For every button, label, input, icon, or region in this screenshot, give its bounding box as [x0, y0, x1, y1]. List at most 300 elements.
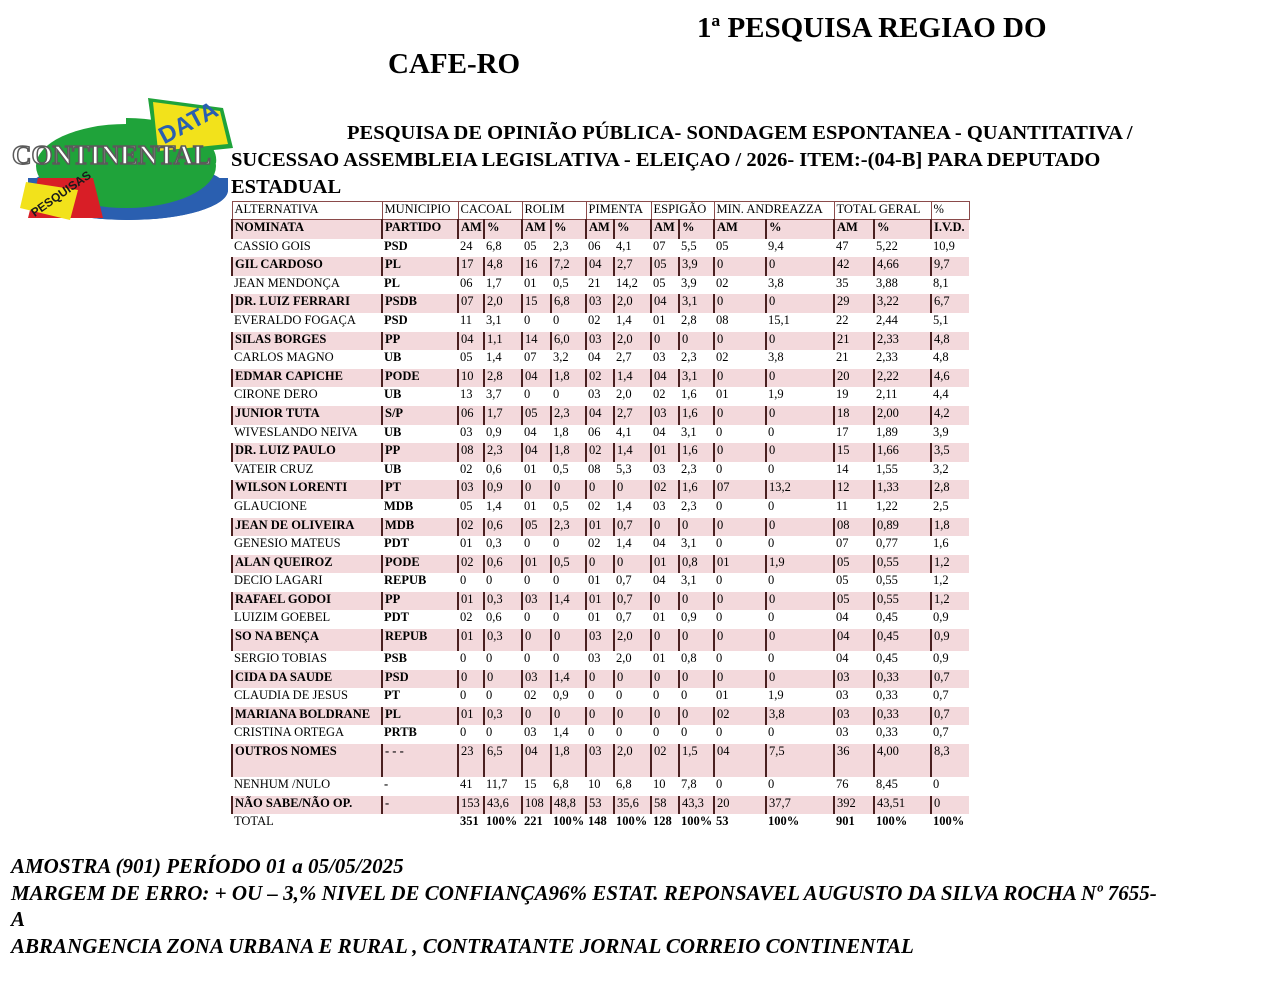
value-cell: 6,8 — [551, 777, 586, 796]
footer-margin: MARGEM DE ERRO: + OU – 3,% NIVEL DE CONFIANÇA96% ESTAT. REPONSAVEL AUGUSTO DA SILVA ROCHA Nº 7655- — [11, 880, 1157, 905]
value-cell: 02 — [714, 707, 766, 726]
value-cell: 0 — [714, 651, 766, 670]
party-cell: UB — [382, 387, 458, 406]
total-cell: 100% — [766, 814, 834, 833]
table-row — [232, 425, 969, 444]
value-cell: 02 — [586, 369, 614, 388]
candidate-name: JEAN DE OLIVEIRA — [232, 518, 382, 537]
value-cell: 0 — [714, 462, 766, 481]
value-cell: 05 — [714, 239, 766, 258]
value-cell: 05 — [834, 555, 874, 574]
value-cell: 0 — [714, 725, 766, 744]
total-cell: 901 — [834, 814, 874, 833]
value-cell: 0 — [586, 670, 614, 689]
value-cell: 0 — [484, 725, 522, 744]
value-cell: 0 — [766, 777, 834, 796]
value-cell: 0 — [522, 387, 551, 406]
value-cell: 04 — [651, 573, 679, 592]
value-cell: 0 — [679, 332, 714, 351]
table-row — [232, 406, 969, 425]
value-cell: 0 — [714, 443, 766, 462]
value-cell: 0,5 — [551, 499, 586, 518]
table-row — [232, 725, 969, 744]
value-cell: 03 — [586, 387, 614, 406]
value-cell: 5,3 — [614, 462, 651, 481]
candidate-name: WILSON LORENTI — [232, 480, 382, 499]
value-cell: 1,8 — [551, 744, 586, 777]
value-cell: 0 — [714, 777, 766, 796]
value-cell: 48,8 — [551, 796, 586, 815]
candidate-name: WIVESLANDO NEIVA — [232, 425, 382, 444]
table-row — [232, 592, 969, 611]
table-row — [232, 350, 969, 369]
value-cell: 0 — [651, 629, 679, 651]
value-cell: 04 — [834, 610, 874, 629]
column-subheader: % — [614, 220, 651, 239]
value-cell: 0,3 — [484, 536, 522, 555]
table-header-row — [232, 202, 969, 220]
value-cell: 5,5 — [679, 239, 714, 258]
value-cell: 0 — [614, 480, 651, 499]
value-cell: 6,8 — [551, 294, 586, 313]
value-cell: 3,9 — [679, 276, 714, 295]
value-cell: 01 — [651, 313, 679, 332]
value-cell: 1,89 — [874, 425, 931, 444]
column-subheader: % — [874, 220, 931, 239]
value-cell: 0,5 — [551, 555, 586, 574]
value-cell: 8,45 — [874, 777, 931, 796]
value-cell: 0 — [766, 369, 834, 388]
value-cell: 0,55 — [874, 555, 931, 574]
column-header: ROLIM — [522, 202, 586, 220]
value-cell: 20 — [714, 796, 766, 815]
candidate-name: LUIZIM GOEBEL — [232, 610, 382, 629]
value-cell: 0,8 — [679, 651, 714, 670]
value-cell: 03 — [651, 462, 679, 481]
value-cell: 0 — [766, 651, 834, 670]
total-cell: 100% — [931, 814, 969, 833]
value-cell: 02 — [586, 313, 614, 332]
value-cell: 0 — [766, 629, 834, 651]
value-cell: 13 — [458, 387, 484, 406]
value-cell: 0 — [714, 499, 766, 518]
value-cell: 0 — [551, 387, 586, 406]
value-cell: 3,88 — [874, 276, 931, 295]
value-cell: 1,6 — [679, 443, 714, 462]
value-cell: 2,5 — [931, 499, 969, 518]
value-cell: 3,1 — [679, 536, 714, 555]
value-cell: 14 — [522, 332, 551, 351]
total-cell: 100% — [551, 814, 586, 833]
party-cell: PP — [382, 332, 458, 351]
value-cell: 1,8 — [551, 425, 586, 444]
value-cell: 03 — [522, 592, 551, 611]
value-cell: 43,3 — [679, 796, 714, 815]
value-cell: 02 — [458, 610, 484, 629]
logo-data-text: DATA — [154, 96, 223, 150]
value-cell: 3,22 — [874, 294, 931, 313]
value-cell: 0,45 — [874, 651, 931, 670]
value-cell: 19 — [834, 387, 874, 406]
value-cell: 1,9 — [766, 387, 834, 406]
party-cell: PP — [382, 443, 458, 462]
value-cell: 02 — [586, 499, 614, 518]
candidate-name: CRISTINA ORTEGA — [232, 725, 382, 744]
value-cell: 10 — [586, 777, 614, 796]
value-cell: 0,7 — [931, 707, 969, 726]
party-cell: PODE — [382, 555, 458, 574]
value-cell: 1,4 — [551, 670, 586, 689]
table-row — [232, 276, 969, 295]
value-cell: 1,4 — [551, 592, 586, 611]
value-cell: 04 — [522, 425, 551, 444]
methodology-footer — [11, 853, 1157, 959]
value-cell: 0,3 — [484, 629, 522, 651]
value-cell: 0 — [522, 313, 551, 332]
value-cell: 0 — [586, 555, 614, 574]
value-cell: 14,2 — [614, 276, 651, 295]
total-cell: 100% — [874, 814, 931, 833]
candidate-name: SO NA BENÇA — [232, 629, 382, 651]
value-cell: 2,3 — [679, 462, 714, 481]
value-cell: 0,6 — [484, 518, 522, 537]
column-subheader: I.V.D. — [931, 220, 969, 239]
value-cell: 0 — [714, 425, 766, 444]
party-cell: PSB — [382, 651, 458, 670]
value-cell: 1,8 — [551, 443, 586, 462]
value-cell: 4,8 — [931, 332, 969, 351]
value-cell: 2,3 — [551, 406, 586, 425]
value-cell: 2,7 — [614, 350, 651, 369]
value-cell: 0,9 — [484, 480, 522, 499]
value-cell: 0 — [586, 688, 614, 707]
value-cell: 0,33 — [874, 707, 931, 726]
value-cell: 4,00 — [874, 744, 931, 777]
value-cell: 03 — [834, 725, 874, 744]
value-cell: 18 — [834, 406, 874, 425]
party-cell: PDT — [382, 536, 458, 555]
value-cell: 0,55 — [874, 592, 931, 611]
value-cell: 8,3 — [931, 744, 969, 777]
value-cell: 1,4 — [484, 350, 522, 369]
candidate-name: GLAUCIONE — [232, 499, 382, 518]
candidate-name: ALAN QUEIROZ — [232, 555, 382, 574]
column-header: MIN. ANDREAZZA — [714, 202, 834, 220]
value-cell: 0 — [679, 707, 714, 726]
total-cell: 221 — [522, 814, 551, 833]
value-cell: 11,7 — [484, 777, 522, 796]
value-cell: 05 — [522, 239, 551, 258]
table-row — [232, 777, 969, 796]
value-cell: 01 — [651, 651, 679, 670]
value-cell: 1,33 — [874, 480, 931, 499]
table-row — [232, 610, 969, 629]
value-cell: 04 — [522, 369, 551, 388]
value-cell: 2,0 — [614, 387, 651, 406]
value-cell: 0,7 — [614, 610, 651, 629]
value-cell: 02 — [714, 276, 766, 295]
total-cell: TOTAL — [232, 814, 382, 833]
party-cell: REPUB — [382, 629, 458, 651]
value-cell: 01 — [586, 573, 614, 592]
value-cell: 01 — [522, 499, 551, 518]
value-cell: 0,45 — [874, 629, 931, 651]
table-row — [232, 313, 969, 332]
column-subheader: NOMINATA — [232, 220, 382, 239]
title-line-2: CAFE-RO — [388, 48, 521, 80]
value-cell: 10 — [651, 777, 679, 796]
value-cell: 17 — [458, 257, 484, 276]
value-cell: 43,51 — [874, 796, 931, 815]
value-cell: 7,5 — [766, 744, 834, 777]
value-cell: 05 — [458, 350, 484, 369]
value-cell: 0,55 — [874, 573, 931, 592]
value-cell: 3,2 — [931, 462, 969, 481]
value-cell: 0 — [766, 592, 834, 611]
value-cell: 04 — [586, 406, 614, 425]
value-cell: 2,0 — [614, 332, 651, 351]
value-cell: 03 — [586, 629, 614, 651]
value-cell: 17 — [834, 425, 874, 444]
value-cell: 6,5 — [484, 744, 522, 777]
value-cell: 0 — [766, 610, 834, 629]
logo-continental-text: CONTINENTAL — [12, 140, 212, 170]
value-cell: 01 — [458, 536, 484, 555]
value-cell: 3,2 — [551, 350, 586, 369]
value-cell: 0 — [522, 536, 551, 555]
subtitle-line-3: ESTADUAL — [231, 176, 342, 198]
value-cell: 2,7 — [614, 257, 651, 276]
value-cell: 1,8 — [551, 369, 586, 388]
value-cell: 04 — [651, 425, 679, 444]
value-cell: 0 — [766, 425, 834, 444]
value-cell: 03 — [651, 406, 679, 425]
value-cell: 3,1 — [679, 425, 714, 444]
value-cell: 02 — [586, 536, 614, 555]
value-cell: 12 — [834, 480, 874, 499]
value-cell: 3,9 — [679, 257, 714, 276]
column-subheader: AM — [834, 220, 874, 239]
value-cell: 7,8 — [679, 777, 714, 796]
value-cell: 0 — [714, 518, 766, 537]
value-cell: 6,8 — [614, 777, 651, 796]
candidate-name: EVERALDO FOGAÇA — [232, 313, 382, 332]
value-cell: 8,1 — [931, 276, 969, 295]
value-cell: 0 — [586, 480, 614, 499]
value-cell: 1,4 — [614, 369, 651, 388]
value-cell: 0 — [458, 651, 484, 670]
value-cell: 21 — [586, 276, 614, 295]
value-cell: 0 — [458, 725, 484, 744]
value-cell: 04 — [714, 744, 766, 777]
value-cell: 06 — [458, 276, 484, 295]
value-cell: 0 — [458, 670, 484, 689]
value-cell: 0 — [614, 555, 651, 574]
table-row — [232, 443, 969, 462]
value-cell: 0 — [484, 651, 522, 670]
candidate-name: DECIO LAGARI — [232, 573, 382, 592]
value-cell: 0 — [766, 462, 834, 481]
value-cell: 0 — [614, 725, 651, 744]
value-cell: 1,4 — [614, 443, 651, 462]
value-cell: 01 — [651, 610, 679, 629]
candidate-name: EDMAR CAPICHE — [232, 369, 382, 388]
column-subheader: AM — [651, 220, 679, 239]
value-cell: 2,33 — [874, 332, 931, 351]
party-cell: PL — [382, 257, 458, 276]
table-row — [232, 707, 969, 726]
party-cell: UB — [382, 425, 458, 444]
value-cell: 2,3 — [679, 350, 714, 369]
value-cell: 43,6 — [484, 796, 522, 815]
value-cell: 1,4 — [484, 499, 522, 518]
value-cell: 9,4 — [766, 239, 834, 258]
value-cell: 0 — [614, 670, 651, 689]
value-cell: 0,5 — [551, 462, 586, 481]
candidate-name: OUTROS NOMES — [232, 744, 382, 777]
table-row — [232, 257, 969, 276]
value-cell: 1,1 — [484, 332, 522, 351]
value-cell: 0,6 — [484, 462, 522, 481]
candidate-name: NENHUM /NULO — [232, 777, 382, 796]
value-cell: 1,6 — [679, 387, 714, 406]
value-cell: 03 — [586, 294, 614, 313]
total-cell: 148 — [586, 814, 614, 833]
column-header: ESPIGÃO — [651, 202, 714, 220]
value-cell: 42 — [834, 257, 874, 276]
value-cell: 392 — [834, 796, 874, 815]
value-cell: 3,1 — [484, 313, 522, 332]
value-cell: 0,89 — [874, 518, 931, 537]
table-row — [232, 369, 969, 388]
column-header: CACOAL — [458, 202, 522, 220]
value-cell: 14 — [834, 462, 874, 481]
value-cell: 3,7 — [484, 387, 522, 406]
value-cell: 1,6 — [931, 536, 969, 555]
table-row — [232, 796, 969, 815]
value-cell: 20 — [834, 369, 874, 388]
value-cell: 1,7 — [484, 276, 522, 295]
value-cell: 23 — [458, 744, 484, 777]
candidate-name: SERGIO TOBIAS — [232, 651, 382, 670]
value-cell: 05 — [651, 257, 679, 276]
value-cell: 11 — [458, 313, 484, 332]
column-subheader: % — [679, 220, 714, 239]
value-cell: 0,77 — [874, 536, 931, 555]
value-cell: 03 — [522, 725, 551, 744]
value-cell: 01 — [714, 688, 766, 707]
value-cell: 0 — [931, 777, 969, 796]
value-cell: 108 — [522, 796, 551, 815]
table-row — [232, 573, 969, 592]
value-cell: 03 — [458, 480, 484, 499]
party-cell: MDB — [382, 518, 458, 537]
value-cell: 0 — [551, 707, 586, 726]
value-cell: 1,8 — [931, 518, 969, 537]
value-cell: 2,11 — [874, 387, 931, 406]
value-cell: 08 — [586, 462, 614, 481]
value-cell: 1,4 — [614, 313, 651, 332]
value-cell: 1,4 — [614, 536, 651, 555]
value-cell: 0 — [714, 610, 766, 629]
value-cell: 2,3 — [551, 239, 586, 258]
column-header: PIMENTA — [586, 202, 651, 220]
value-cell: 0 — [651, 670, 679, 689]
candidate-name: JEAN MENDONÇA — [232, 276, 382, 295]
value-cell: 0 — [651, 688, 679, 707]
value-cell: 4,1 — [614, 239, 651, 258]
party-cell: PL — [382, 276, 458, 295]
value-cell: 0 — [766, 332, 834, 351]
value-cell: 0,9 — [931, 629, 969, 651]
value-cell: 0,9 — [931, 651, 969, 670]
value-cell: 2,8 — [679, 313, 714, 332]
value-cell: 2,0 — [614, 629, 651, 651]
value-cell: 2,33 — [874, 350, 931, 369]
value-cell: 0 — [651, 518, 679, 537]
candidate-name: CIRONE DERO — [232, 387, 382, 406]
value-cell: 3,9 — [931, 425, 969, 444]
value-cell: 2,8 — [484, 369, 522, 388]
value-cell: 4,4 — [931, 387, 969, 406]
value-cell: 04 — [458, 332, 484, 351]
value-cell: 0 — [651, 592, 679, 611]
value-cell: 24 — [458, 239, 484, 258]
value-cell: 03 — [586, 744, 614, 777]
value-cell: 05 — [651, 276, 679, 295]
value-cell: 02 — [586, 443, 614, 462]
value-cell: 2,44 — [874, 313, 931, 332]
value-cell: 02 — [651, 480, 679, 499]
value-cell: 0,7 — [931, 670, 969, 689]
value-cell: 03 — [586, 332, 614, 351]
value-cell: 01 — [458, 592, 484, 611]
value-cell: 1,2 — [931, 573, 969, 592]
candidate-name: SILAS BORGES — [232, 332, 382, 351]
value-cell: 0 — [484, 573, 522, 592]
value-cell: 07 — [651, 239, 679, 258]
table-row — [232, 239, 969, 258]
value-cell: 0 — [766, 670, 834, 689]
column-subheader: AM — [586, 220, 614, 239]
value-cell: 0 — [458, 573, 484, 592]
value-cell: 58 — [651, 796, 679, 815]
party-cell: PP — [382, 592, 458, 611]
value-cell: 07 — [834, 536, 874, 555]
table-row — [232, 462, 969, 481]
value-cell: 0 — [522, 480, 551, 499]
value-cell: 03 — [834, 688, 874, 707]
survey-subtitle — [231, 120, 1261, 201]
data-continental-logo — [8, 78, 240, 226]
value-cell: 01 — [714, 555, 766, 574]
value-cell: 0 — [766, 725, 834, 744]
results-table — [231, 201, 970, 833]
value-cell: 1,2 — [931, 555, 969, 574]
total-cell: 128 — [651, 814, 679, 833]
table-row — [232, 387, 969, 406]
value-cell: 1,4 — [614, 499, 651, 518]
total-cell: 53 — [714, 814, 766, 833]
value-cell: 04 — [586, 350, 614, 369]
total-cell: 100% — [484, 814, 522, 833]
value-cell: 3,5 — [931, 443, 969, 462]
value-cell: 05 — [522, 518, 551, 537]
value-cell: 01 — [586, 518, 614, 537]
value-cell: 0,45 — [874, 610, 931, 629]
value-cell: 0 — [586, 707, 614, 726]
value-cell: 7,2 — [551, 257, 586, 276]
